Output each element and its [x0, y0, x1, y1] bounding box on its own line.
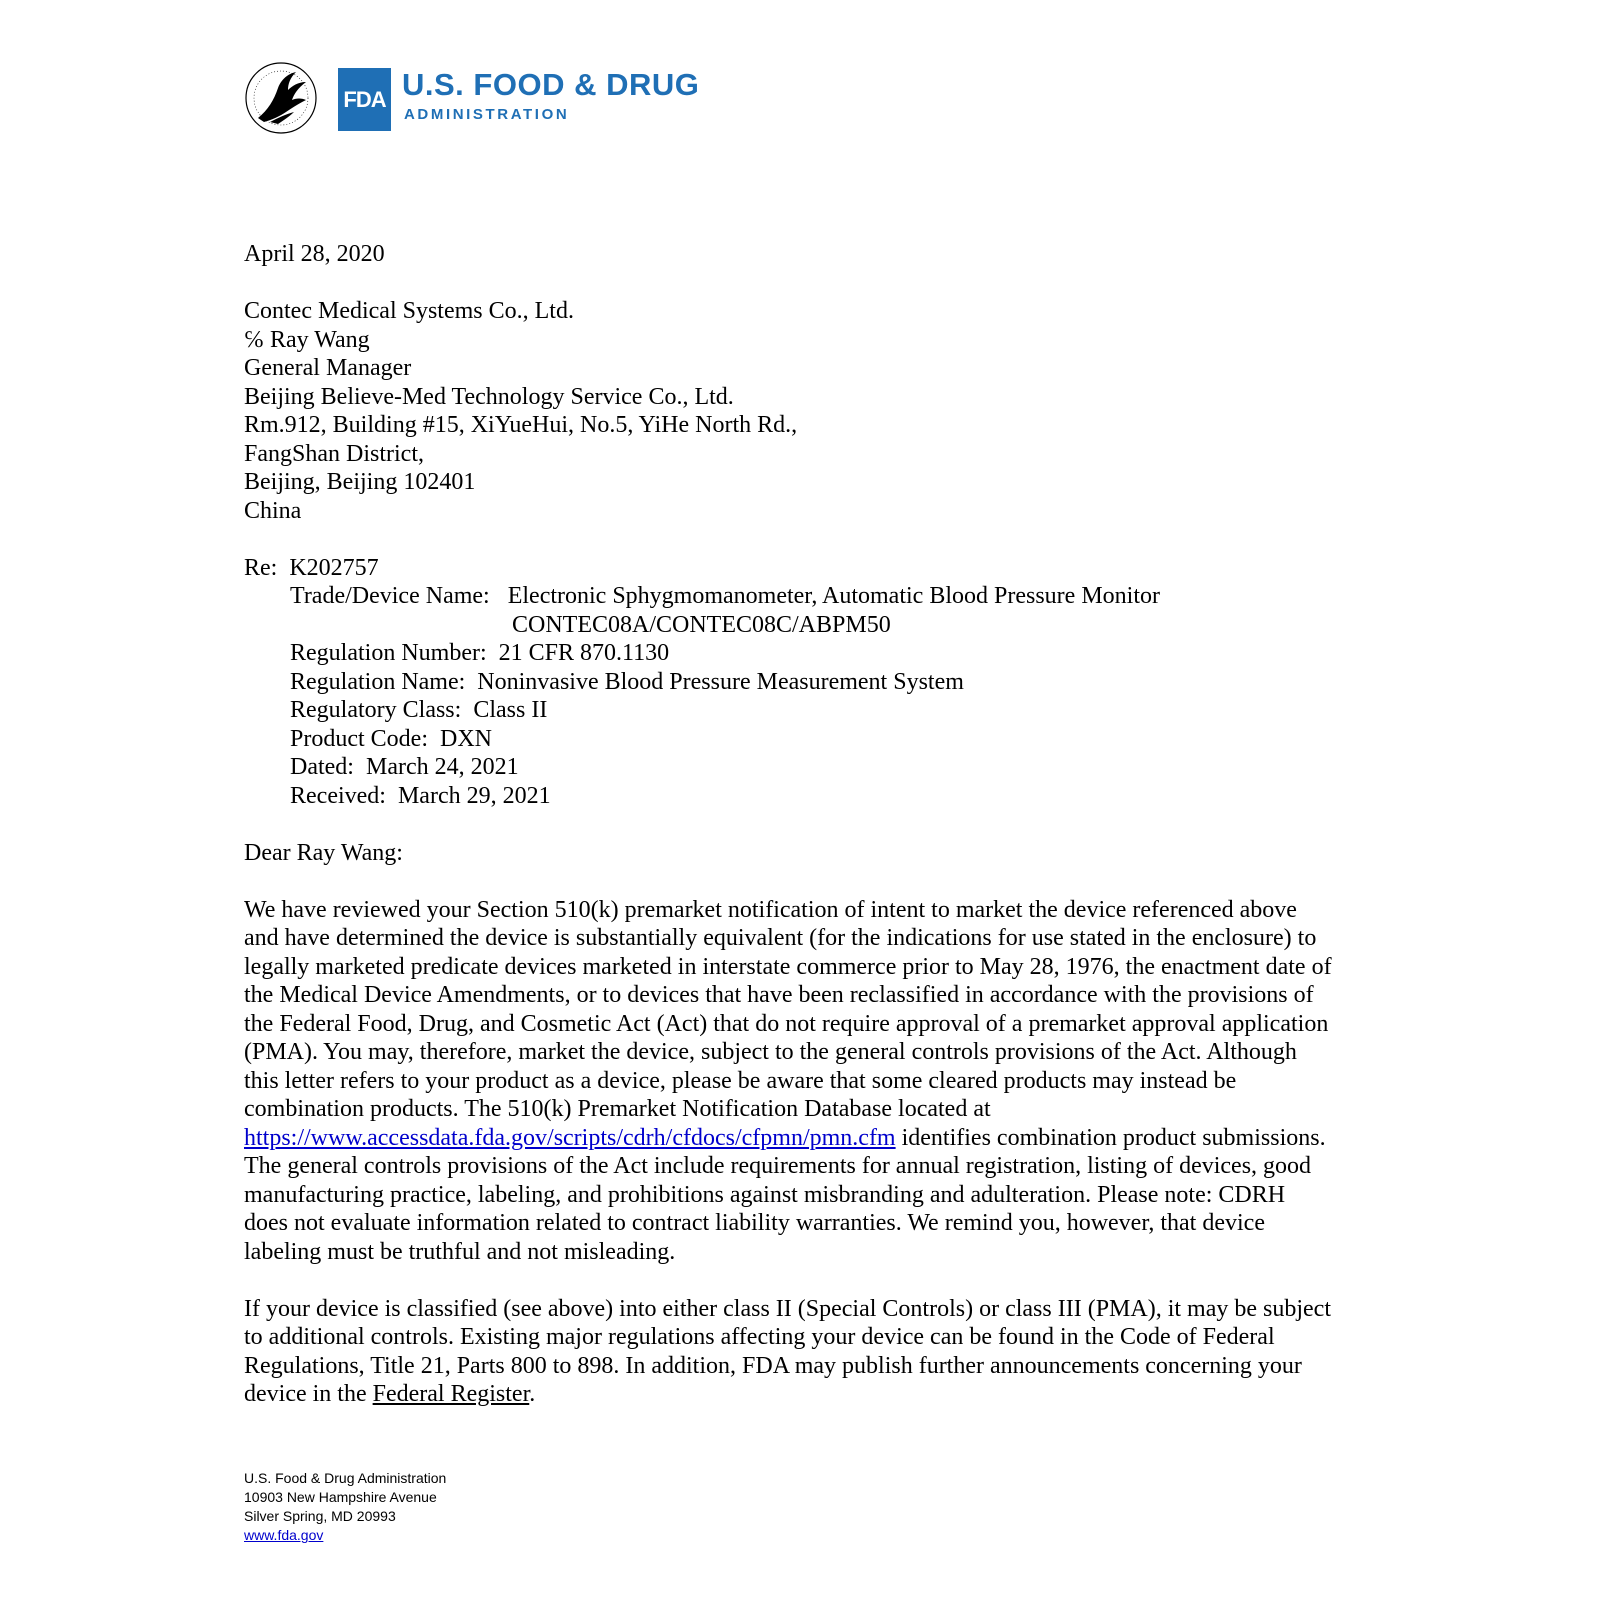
regulation-name-label: Regulation Name: [290, 668, 466, 695]
recipient-address-line1: Rm.912, Building #15, XiYueHui, No.5, YiHe North Rd., [244, 412, 798, 438]
paragraph-2-text-a: If your device is classified (see above) into either class II (Special Controls) or class III (PMA), it may be subject to additional controls. Existing major regulations affecting your device can be found in the Code of Federal Regulations, Title 21, Parts 800 to 898. In addition, FDA may publish further announcements concerning your device in the [244, 1295, 1331, 1407]
dated-label: Dated: [290, 754, 354, 780]
paragraph-1-text-b: identifies combination product submissions. The general controls provisions of the Act include requirements for annual registration, listing of devices, good manufacturing practice, labeling, and prohibitions against misbranding and adulteration. Please note: CDRH does not evaluate information related to contract liability warranties. We remind you, however, that device labeling must be truthful and not misleading. [244, 1124, 1326, 1265]
agency-subtitle: ADMINISTRATION [404, 106, 570, 123]
letter-date: April 28, 2020 [244, 241, 385, 267]
footer-city: Silver Spring, MD 20993 [244, 1508, 396, 1524]
letter-footer [244, 1469, 446, 1545]
product-code-value: DXN [440, 725, 492, 752]
recipient-org: Beijing Believe-Med Technology Service Co., Ltd. [244, 383, 734, 410]
letter-body [244, 240, 1344, 1409]
trade-name-value-line2: CONTEC08A/CONTEC08C/ABPM50 [512, 611, 891, 638]
dated-value: March 24, 2021 [365, 754, 519, 780]
product-code-line [244, 725, 1344, 754]
recipient-attention: ℅ Ray Wang [244, 326, 370, 353]
fda-website-link[interactable]: www.fda.gov [244, 1527, 324, 1543]
recipient-city: Beijing, Beijing 102401 [244, 469, 476, 495]
re-label: Re: [244, 554, 278, 581]
regulatory-class-value: Class II [473, 697, 548, 723]
received-line [244, 782, 1344, 811]
re-block [244, 554, 1344, 811]
recipient-country: China [244, 497, 302, 524]
paragraph-2 [244, 1295, 1334, 1409]
trade-name-line [244, 582, 1344, 611]
paragraph-2-text-b: . [529, 1381, 536, 1407]
fda-logo-box: FDA [338, 68, 391, 131]
recipient-address-line2: FangShan District, [244, 440, 424, 467]
re-line [244, 554, 1344, 583]
footer-agency: U.S. Food & Drug Administration [244, 1470, 447, 1486]
recipient-address [244, 297, 1344, 525]
paragraph-1 [244, 896, 1334, 1267]
trade-name-value: Electronic Sphygmomanometer, Automatic Blood Pressure Monitor [507, 583, 1160, 609]
agency-name: U.S. FOOD & DRUG [402, 67, 700, 102]
federal-register-text: Federal Register [372, 1381, 530, 1407]
regulation-name-line [244, 668, 1344, 697]
salutation: Dear Ray Wang: [244, 839, 403, 866]
recipient-title: General Manager [244, 355, 412, 381]
regulation-number-label: Regulation Number: [290, 640, 487, 666]
hhs-eagle-seal-icon [244, 60, 318, 136]
received-value: March 29, 2021 [397, 782, 551, 809]
regulation-name-value: Noninvasive Blood Pressure Measurement System [477, 668, 964, 695]
footer-street: 10903 New Hampshire Avenue [244, 1489, 437, 1505]
regulation-number-line [244, 639, 1344, 668]
k-number: K202757 [289, 554, 379, 581]
trade-name-label: Trade/Device Name: [290, 583, 490, 609]
pmn-database-link[interactable]: https://www.accessdata.fda.gov/scripts/cdrh/cfdocs/cfpmn/pmn.cfm [244, 1124, 896, 1151]
paragraph-1-text-a: We have reviewed your Section 510(k) premarket notification of intent to market the device referenced above and have determined the device is substantially equivalent (for the indications for use stated in the enclosure) to legally marketed predicate devices marketed in interstate commerce prior to May 28, 1976, the enactment date of the Medical Device Amendments, or to devices that have been reclassified in accordance with the provisions of the Federal Food, Drug, and Cosmetic Act (Act) that do not require approval of a premarket approval application (PMA). You may, therefore, market the device, subject to the general controls provisions of the Act. Although this letter refers to your product as a device, please be aware that some cleared products may instead be combination products. The 510(k) Premarket Notification Database located at [244, 896, 1332, 1122]
regulatory-class-line [244, 696, 1344, 725]
product-code-label: Product Code: [290, 725, 428, 752]
dated-line [244, 753, 1344, 782]
regulation-number-value: 21 CFR 870.1130 [498, 640, 670, 666]
received-label: Received: [290, 782, 386, 809]
recipient-company: Contec Medical Systems Co., Ltd. [244, 298, 574, 324]
regulatory-class-label: Regulatory Class: [290, 697, 462, 723]
